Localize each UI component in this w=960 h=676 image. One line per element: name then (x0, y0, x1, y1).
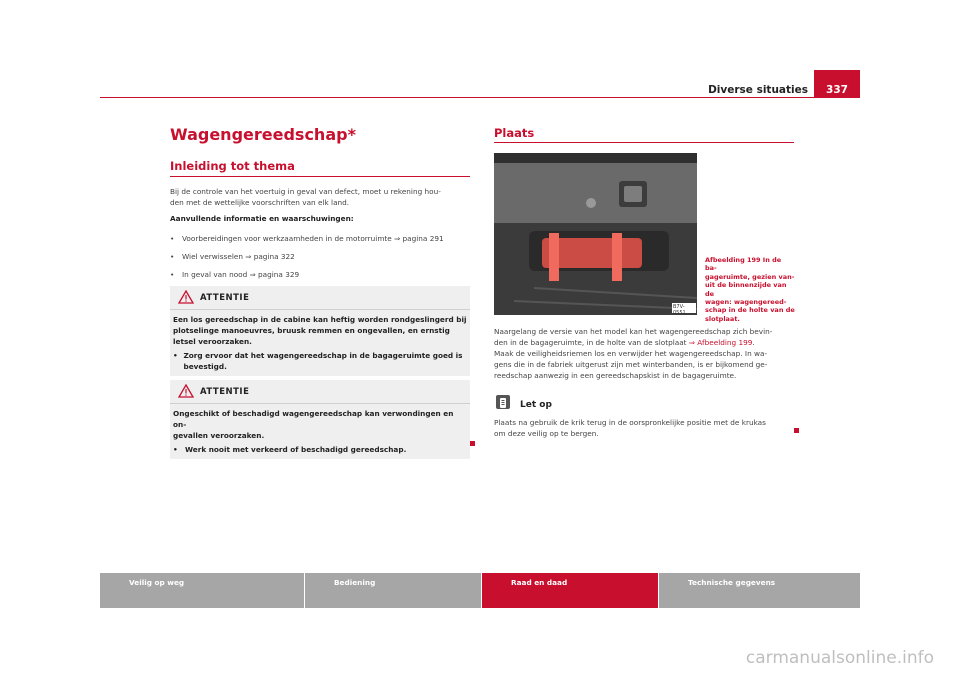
footer-tab-technische-gegevens[interactable] (659, 573, 860, 608)
list-item: • Wiel verwisselen ⇒ pagina 322 (170, 252, 295, 261)
section-end-marker (470, 441, 475, 446)
warning-bullet: • Werk nooit met verkeerd of beschadigd gereedschap. (173, 445, 407, 454)
warning-title: ATTENTIE (200, 293, 250, 303)
footer-tab-label: Bediening (334, 578, 376, 587)
warning-bullet: • Zorg ervoor dat het wagengereedschap in de bagageruimte goed is bevestigd. (173, 350, 467, 372)
warning-bullet-text: Zorg ervoor dat het wagengereedschap in de bagageruimte goed is bevestigd. (183, 351, 463, 371)
footer-tab-label: Technische gegevens (688, 578, 776, 587)
warning-title: ATTENTIE (200, 387, 250, 397)
plaats-rule (494, 142, 794, 143)
section-subtitle: Inleiding tot thema (170, 159, 295, 173)
page-title: Wagengereedschap* (170, 125, 356, 144)
list-item-text[interactable]: In geval van nood ⇒ pagina 329 (182, 270, 300, 279)
watermark: carmanualsonline.info (745, 648, 934, 668)
warning-triangle-icon (178, 290, 194, 304)
figure-image (494, 153, 697, 315)
warning-box (170, 286, 470, 376)
footer-tab-label: Veilig op weg (129, 578, 185, 587)
warning-triangle-icon (178, 384, 194, 398)
warning-box (170, 380, 470, 459)
section-title: Diverse situaties (708, 84, 808, 96)
figure-caption: Afbeelding 199 In de ba- gageruimte, gezien van- uit de binnenzijde van de wagen: wagengereed- schap in de holte van de slotplaat. (705, 256, 795, 323)
note-icon (496, 395, 510, 409)
section-end-marker (794, 428, 799, 433)
footer-tab-label: Raad en daad (511, 578, 568, 587)
list-item: • In geval van nood ⇒ pagina 329 (170, 270, 300, 279)
footer-tab-veilig[interactable] (100, 573, 304, 608)
warning-bullet-text: Werk nooit met verkeerd of beschadigd gereedschap. (185, 445, 407, 454)
warning-header (170, 286, 470, 310)
warning-text: Ongeschikt of beschadigd wagengereedschap kan verwondingen en on- gevallen veroorzaken. (173, 409, 454, 440)
figure-link[interactable]: ⇒ Afbeelding 199 (688, 338, 753, 347)
trunk-tool-illustration (494, 153, 697, 315)
intro-text: Bij de controle van het voertuig in geval van defect, moet u rekening hou- den met de wettelijke voorschriften van elk land. (170, 187, 441, 207)
plaats-text: Naargelang de versie van het model kan het wagengereedschap zich bevin- den in de bagageruimte, in de holte van de slotplaat (494, 327, 773, 347)
subtitle-rule (170, 176, 470, 177)
footer-tab-raad-en-daad[interactable] (482, 573, 658, 608)
list-item: • Voorbereidingen voor werkzaamheden in de motorruimte ⇒ pagina 291 (170, 234, 444, 243)
note-title: Let op (520, 400, 552, 410)
list-item-text[interactable]: Wiel verwisselen ⇒ pagina 322 (182, 252, 295, 261)
warning-text: Een los gereedschap in de cabine kan heftig worden rondgeslingerd bij plotselinge manoeuvres, bruusk remmen en ongevallen, en ernstig letsel veroorzaken. (173, 315, 467, 346)
note-text: Plaats na gebruik de krik terug in de oorspronkelijke positie met de krukas om deze veilig op te bergen. (494, 418, 766, 438)
section-title-plaats: Plaats (494, 126, 535, 140)
figure-code: B7V-0551 (673, 304, 686, 315)
plaats-paragraph (494, 326, 794, 381)
list-item-text[interactable]: Voorbereidingen voor werkzaamheden in de motorruimte ⇒ pagina 291 (182, 234, 444, 243)
footer-tab-bediening[interactable] (305, 573, 481, 608)
additional-heading: Aanvullende informatie en waarschuwingen: (170, 214, 354, 223)
header-rule (100, 97, 860, 98)
page-number: 337 (826, 84, 848, 96)
warning-header (170, 380, 470, 404)
plaats-text-continued: . Maak de veiligheidsriemen los en verwijder het wagengereedschap. In wa- gens die in de fabriek uitgerust zijn met winterbanden, is er bijkomend ge- reedschap aanwezig in een gereedschapskist in de bagageruimte. (494, 338, 768, 380)
